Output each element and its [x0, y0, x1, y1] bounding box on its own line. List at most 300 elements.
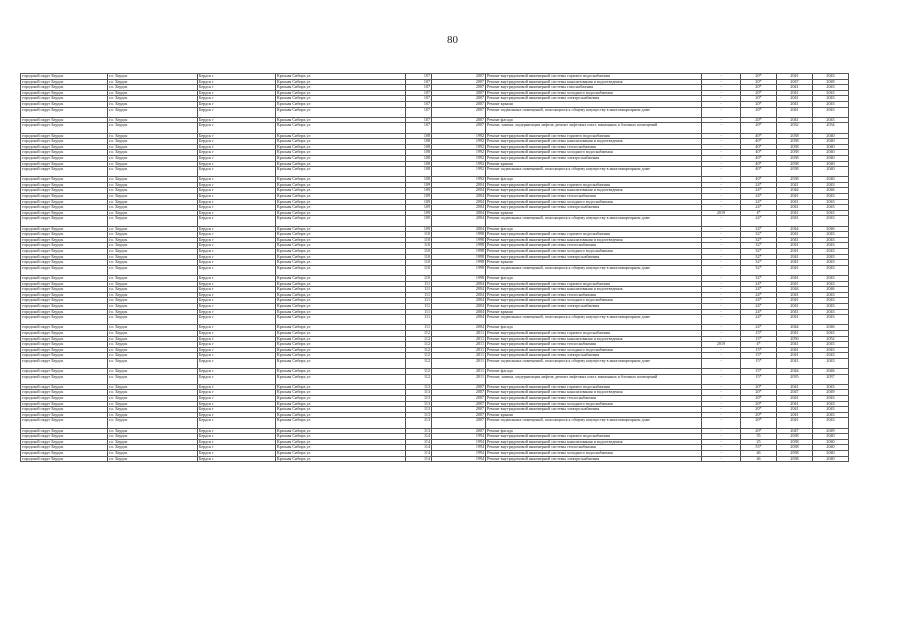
- house-number-cell: 113: [406, 384, 432, 390]
- settlement-cell: Бердск г: [198, 79, 276, 85]
- interval-cell: 32*: [741, 254, 777, 260]
- municipality-cell: городской округ Бердск: [21, 226, 108, 232]
- municipality-cell: городской округ Бердск: [21, 205, 108, 211]
- house-number-cell: 112: [406, 347, 432, 353]
- work-type-cell: Ремонт внутридомовой инженерной системы теплоснабжения: [486, 292, 702, 298]
- page-number: 80: [447, 34, 458, 46]
- street-cell: Красная Сибирь ул: [276, 330, 406, 336]
- build-year-cell: 2011: [432, 347, 486, 353]
- plan-year-to-cell: 2043: [813, 358, 849, 368]
- interval-cell: 25: [741, 439, 777, 445]
- house-number-cell: 110: [406, 254, 432, 260]
- build-year-cell: 2011: [432, 369, 486, 375]
- done-year-cell: -: [702, 133, 741, 139]
- settlement-cell: Бердск г: [198, 194, 276, 200]
- table-row: [21, 123, 849, 133]
- house-number-cell: 108: [406, 155, 432, 161]
- municipality-cell: городской округ Бердск: [21, 90, 108, 96]
- street-cell: Красная Сибирь ул: [276, 139, 406, 145]
- settlement-type-cell: г.о. Бердск: [108, 96, 198, 102]
- street-cell: Красная Сибирь ул: [276, 347, 406, 353]
- settlement-type-cell: г.о. Бердск: [108, 298, 198, 304]
- build-year-cell: 1994: [432, 456, 486, 462]
- interval-cell: 15*: [741, 369, 777, 375]
- municipality-cell: городской округ Бердск: [21, 237, 108, 243]
- work-type-cell: Ремонт внутридомовой инженерной системы электроснабжения: [486, 155, 702, 161]
- plan-year-from-cell: 2041: [777, 74, 813, 80]
- build-year-cell: 1998: [432, 237, 486, 243]
- house-number-cell: 112: [406, 342, 432, 348]
- plan-year-from-cell: 2041: [777, 205, 813, 211]
- municipality-cell: городской округ Бердск: [21, 188, 108, 194]
- table-row: [21, 374, 849, 384]
- plan-year-from-cell: 2041: [777, 117, 813, 123]
- done-year-cell: -: [702, 445, 741, 451]
- work-type-cell: Ремонт внутридомовой инженерной системы холодного водоснабжения: [486, 199, 702, 205]
- settlement-type-cell: г.о. Бердск: [108, 439, 198, 445]
- settlement-cell: Бердск г: [198, 90, 276, 96]
- plan-year-from-cell: 2041: [777, 401, 813, 407]
- settlement-cell: Бердск г: [198, 161, 276, 167]
- plan-year-to-cell: 2046: [813, 369, 849, 375]
- municipality-cell: городской округ Бердск: [21, 155, 108, 161]
- settlement-cell: Бердск г: [198, 260, 276, 266]
- build-year-cell: 1998: [432, 232, 486, 238]
- settlement-type-cell: г.о. Бердск: [108, 445, 198, 451]
- work-type-cell: Ремонт фасада: [486, 226, 702, 232]
- plan-year-from-cell: 2041: [777, 243, 813, 249]
- plan-year-from-cell: 2041: [777, 347, 813, 353]
- plan-year-from-cell: 2041: [777, 303, 813, 309]
- done-year-cell: -: [702, 407, 741, 413]
- settlement-cell: Бердск г: [198, 434, 276, 440]
- done-year-cell: -: [702, 369, 741, 375]
- settlement-cell: Бердск г: [198, 298, 276, 304]
- settlement-cell: Бердск г: [198, 237, 276, 243]
- settlement-type-cell: г.о. Бердск: [108, 144, 198, 150]
- settlement-type-cell: г.о. Бердск: [108, 358, 198, 368]
- done-year-cell: -: [702, 79, 741, 85]
- plan-year-to-cell: 2046: [813, 226, 849, 232]
- interval-cell: 24*: [741, 182, 777, 188]
- settlement-cell: Бердск г: [198, 369, 276, 375]
- table-row: [21, 456, 849, 462]
- house-number-cell: 113: [406, 401, 432, 407]
- build-year-cell: 1998: [432, 265, 486, 275]
- plan-year-from-cell: 2044: [777, 325, 813, 331]
- done-year-cell: -: [702, 336, 741, 342]
- house-number-cell: 110: [406, 243, 432, 249]
- done-year-cell: -: [702, 396, 741, 402]
- house-number-cell: 110: [406, 275, 432, 281]
- house-number-cell: 113: [406, 412, 432, 418]
- build-year-cell: 2004: [432, 325, 486, 331]
- plan-year-from-cell: 2041: [777, 194, 813, 200]
- build-year-cell: 2004: [432, 199, 486, 205]
- done-year-cell: -: [702, 412, 741, 418]
- street-cell: Красная Сибирь ул: [276, 243, 406, 249]
- house-number-cell: 109: [406, 205, 432, 211]
- plan-year-from-cell: 2041: [777, 412, 813, 418]
- plan-year-to-cell: 2043: [813, 237, 849, 243]
- build-year-cell: 2007: [432, 79, 486, 85]
- work-type-cell: Ремонт фасада: [486, 325, 702, 331]
- street-cell: Красная Сибирь ул: [276, 107, 406, 117]
- work-type-cell: Ремонт внутридомовой инженерной системы теплоснабжения: [486, 342, 702, 348]
- work-type-cell: Ремонт подвальных помещений, относящихся к общему имуществу в многоквартирном доме: [486, 107, 702, 117]
- plan-year-from-cell: 2044: [777, 226, 813, 232]
- settlement-cell: Бердск г: [198, 418, 276, 428]
- house-number-cell: 111: [406, 281, 432, 287]
- build-year-cell: 2004: [432, 281, 486, 287]
- interval-cell: 40*: [741, 144, 777, 150]
- plan-year-to-cell: 2040: [813, 434, 849, 440]
- plan-year-from-cell: 2032: [777, 123, 813, 133]
- plan-year-from-cell: 2041: [777, 101, 813, 107]
- interval-cell: 32*: [741, 265, 777, 275]
- settlement-cell: Бердск г: [198, 374, 276, 384]
- plan-year-to-cell: 2040: [813, 177, 849, 183]
- done-year-cell: -: [702, 243, 741, 249]
- interval-cell: 20*: [741, 384, 777, 390]
- interval-cell: 40*: [741, 161, 777, 167]
- municipality-cell: городской округ Бердск: [21, 199, 108, 205]
- settlement-cell: Бердск г: [198, 384, 276, 390]
- plan-year-to-cell: 2043: [813, 418, 849, 428]
- build-year-cell: 2004: [432, 309, 486, 315]
- work-type-cell: Ремонт подвальных помещений, относящихся к общему имуществу в многоквартирном доме: [486, 418, 702, 428]
- interval-cell: 15*: [741, 347, 777, 353]
- work-type-cell: Ремонт внутридомовой инженерной системы горячего водоснабжения: [486, 434, 702, 440]
- municipality-cell: городской округ Бердск: [21, 249, 108, 255]
- house-number-cell: 114: [406, 456, 432, 462]
- work-type-cell: Ремонт фасада: [486, 117, 702, 123]
- settlement-type-cell: г.о. Бердск: [108, 90, 198, 96]
- plan-year-from-cell: 2047: [777, 390, 813, 396]
- settlement-cell: Бердск г: [198, 210, 276, 216]
- done-year-cell: -: [702, 439, 741, 445]
- build-year-cell: 2004: [432, 194, 486, 200]
- table-body: [21, 74, 849, 462]
- plan-year-to-cell: 2046: [813, 325, 849, 331]
- house-number-cell: 110: [406, 265, 432, 275]
- plan-year-to-cell: 2049: [813, 428, 849, 434]
- street-cell: Красная Сибирь ул: [276, 292, 406, 298]
- settlement-type-cell: г.о. Бердск: [108, 390, 198, 396]
- municipality-cell: городской округ Бердск: [21, 96, 108, 102]
- plan-year-to-cell: 2043: [813, 74, 849, 80]
- plan-year-to-cell: 2043: [813, 342, 849, 348]
- plan-year-to-cell: 2043: [813, 194, 849, 200]
- street-cell: Красная Сибирь ул: [276, 390, 406, 396]
- municipality-cell: городской округ Бердск: [21, 210, 108, 216]
- interval-cell: 20*: [741, 123, 777, 133]
- build-year-cell: 1992: [432, 150, 486, 156]
- interval-cell: 20*: [741, 396, 777, 402]
- interval-cell: 24*: [741, 292, 777, 298]
- interval-cell: 20*: [741, 90, 777, 96]
- settlement-type-cell: г.о. Бердск: [108, 309, 198, 315]
- plan-year-to-cell: 2043: [813, 275, 849, 281]
- street-cell: Красная Сибирь ул: [276, 199, 406, 205]
- plan-year-from-cell: 2041: [777, 199, 813, 205]
- plan-year-to-cell: 2034: [813, 123, 849, 133]
- settlement-type-cell: г.о. Бердск: [108, 428, 198, 434]
- work-type-cell: Ремонт внутридомовой инженерной системы горячего водоснабжения: [486, 182, 702, 188]
- settlement-type-cell: г.о. Бердск: [108, 407, 198, 413]
- municipality-cell: городской округ Бердск: [21, 150, 108, 156]
- plan-year-to-cell: 2052: [813, 336, 849, 342]
- plan-year-to-cell: 2043: [813, 216, 849, 226]
- street-cell: Красная Сибирь ул: [276, 358, 406, 368]
- house-number-cell: 111: [406, 303, 432, 309]
- done-year-cell: -: [702, 194, 741, 200]
- plan-year-to-cell: 2043: [813, 412, 849, 418]
- street-cell: Красная Сибирь ул: [276, 177, 406, 183]
- work-type-cell: Ремонт внутридомовой инженерной системы канализования и водоотведения: [486, 79, 702, 85]
- settlement-type-cell: г.о. Бердск: [108, 101, 198, 107]
- capital-repair-table: [20, 73, 849, 462]
- settlement-cell: Бердск г: [198, 347, 276, 353]
- done-year-cell: 2019: [702, 342, 741, 348]
- municipality-cell: городской округ Бердск: [21, 85, 108, 91]
- done-year-cell: -: [702, 216, 741, 226]
- municipality-cell: городской округ Бердск: [21, 79, 108, 85]
- plan-year-to-cell: 2040: [813, 133, 849, 139]
- build-year-cell: 2004: [432, 210, 486, 216]
- done-year-cell: -: [702, 249, 741, 255]
- plan-year-to-cell: 2043: [813, 401, 849, 407]
- settlement-type-cell: г.о. Бердск: [108, 418, 198, 428]
- plan-year-to-cell: 2043: [813, 232, 849, 238]
- done-year-cell: -: [702, 292, 741, 298]
- settlement-type-cell: г.о. Бердск: [108, 412, 198, 418]
- work-type-cell: Ремонт внутридомовой инженерной системы электроснабжения: [486, 456, 702, 462]
- done-year-cell: -: [702, 325, 741, 331]
- municipality-cell: городской округ Бердск: [21, 243, 108, 249]
- settlement-cell: Бердск г: [198, 265, 276, 275]
- interval-cell: 40*: [741, 167, 777, 177]
- settlement-cell: Бердск г: [198, 139, 276, 145]
- settlement-type-cell: г.о. Бердск: [108, 254, 198, 260]
- work-type-cell: Ремонт подвальных помещений, относящихся к общему имуществу в многоквартирном доме: [486, 167, 702, 177]
- municipality-cell: городской округ Бердск: [21, 325, 108, 331]
- municipality-cell: городской округ Бердск: [21, 434, 108, 440]
- street-cell: Красная Сибирь ул: [276, 237, 406, 243]
- street-cell: Красная Сибирь ул: [276, 407, 406, 413]
- street-cell: Красная Сибирь ул: [276, 384, 406, 390]
- done-year-cell: -: [702, 182, 741, 188]
- settlement-cell: Бердск г: [198, 315, 276, 325]
- plan-year-to-cell: 2043: [813, 281, 849, 287]
- settlement-type-cell: г.о. Бердск: [108, 194, 198, 200]
- settlement-cell: Бердск г: [198, 144, 276, 150]
- work-type-cell: Ремонт внутридомовой инженерной системы теплоснабжения: [486, 144, 702, 150]
- municipality-cell: городской округ Бердск: [21, 374, 108, 384]
- street-cell: Красная Сибирь ул: [276, 90, 406, 96]
- done-year-cell: -: [702, 254, 741, 260]
- settlement-type-cell: г.о. Бердск: [108, 353, 198, 359]
- plan-year-to-cell: 2043: [813, 384, 849, 390]
- done-year-cell: -: [702, 199, 741, 205]
- interval-cell: 4*: [741, 342, 777, 348]
- settlement-type-cell: г.о. Бердск: [108, 74, 198, 80]
- interval-cell: 20*: [741, 418, 777, 428]
- plan-year-from-cell: 2038: [777, 133, 813, 139]
- plan-year-to-cell: 2043: [813, 407, 849, 413]
- street-cell: Красная Сибирь ул: [276, 303, 406, 309]
- interval-cell: 24*: [741, 216, 777, 226]
- plan-year-to-cell: 2043: [813, 254, 849, 260]
- plan-year-from-cell: 2041: [777, 298, 813, 304]
- settlement-type-cell: г.о. Бердск: [108, 396, 198, 402]
- plan-year-from-cell: 2038: [777, 434, 813, 440]
- build-year-cell: 2007: [432, 85, 486, 91]
- interval-cell: 15*: [741, 330, 777, 336]
- work-type-cell: Ремонт крыши: [486, 260, 702, 266]
- municipality-cell: городской округ Бердск: [21, 390, 108, 396]
- work-type-cell: Ремонт внутридомовой инженерной системы теплоснабжения: [486, 445, 702, 451]
- municipality-cell: городской округ Бердск: [21, 342, 108, 348]
- house-number-cell: 111: [406, 325, 432, 331]
- work-type-cell: Ремонт фасада: [486, 428, 702, 434]
- street-cell: Красная Сибирь ул: [276, 275, 406, 281]
- table-row: [21, 315, 849, 325]
- settlement-type-cell: г.о. Бердск: [108, 450, 198, 456]
- settlement-cell: Бердск г: [198, 401, 276, 407]
- plan-year-from-cell: 2047: [777, 79, 813, 85]
- interval-cell: 20*: [741, 85, 777, 91]
- plan-year-from-cell: 2041: [777, 232, 813, 238]
- done-year-cell: -: [702, 315, 741, 325]
- plan-year-from-cell: 2041: [777, 216, 813, 226]
- settlement-cell: Бердск г: [198, 439, 276, 445]
- interval-cell: 40*: [741, 177, 777, 183]
- municipality-cell: городской округ Бердск: [21, 139, 108, 145]
- plan-year-from-cell: 2041: [777, 107, 813, 117]
- build-year-cell: 1992: [432, 161, 486, 167]
- municipality-cell: городской округ Бердск: [21, 254, 108, 260]
- build-year-cell: 2007: [432, 107, 486, 117]
- settlement-cell: Бердск г: [198, 456, 276, 462]
- build-year-cell: 2007: [432, 384, 486, 390]
- plan-year-from-cell: 2041: [777, 396, 813, 402]
- table-row: [21, 358, 849, 368]
- done-year-cell: -: [702, 96, 741, 102]
- street-cell: Красная Сибирь ул: [276, 298, 406, 304]
- street-cell: Красная Сибирь ул: [276, 182, 406, 188]
- interval-cell: 46: [741, 456, 777, 462]
- build-year-cell: 2007: [432, 96, 486, 102]
- build-year-cell: 2007: [432, 396, 486, 402]
- plan-year-from-cell: 2041: [777, 384, 813, 390]
- build-year-cell: 1994: [432, 439, 486, 445]
- work-type-cell: Ремонт внутридомовой инженерной системы канализования и водоотведения: [486, 287, 702, 293]
- done-year-cell: -: [702, 456, 741, 462]
- street-cell: Красная Сибирь ул: [276, 96, 406, 102]
- street-cell: Красная Сибирь ул: [276, 428, 406, 434]
- plan-year-to-cell: 2043: [813, 210, 849, 216]
- work-type-cell: Ремонт внутридомовой инженерной системы электроснабжения: [486, 353, 702, 359]
- interval-cell: 20*: [741, 428, 777, 434]
- build-year-cell: 2011: [432, 353, 486, 359]
- build-year-cell: 2007: [432, 90, 486, 96]
- work-type-cell: Ремонт, замена, модернизация лифтов, ремонт лифтовых шахт, машинных и блочных помещений: [486, 123, 702, 133]
- table-row: [21, 216, 849, 226]
- street-cell: Красная Сибирь ул: [276, 205, 406, 211]
- plan-year-from-cell: 2041: [777, 275, 813, 281]
- settlement-cell: Бердск г: [198, 390, 276, 396]
- plan-year-to-cell: 2043: [813, 292, 849, 298]
- build-year-cell: 2007: [432, 407, 486, 413]
- work-type-cell: Ремонт, замена, модернизация лифтов, ремонт лифтовых шахт, машинных и блочных помещений: [486, 374, 702, 384]
- table-row: [21, 167, 849, 177]
- settlement-type-cell: г.о. Бердск: [108, 216, 198, 226]
- municipality-cell: городской округ Бердск: [21, 167, 108, 177]
- build-year-cell: 2007: [432, 401, 486, 407]
- settlement-cell: Бердск г: [198, 199, 276, 205]
- plan-year-to-cell: 2043: [813, 396, 849, 402]
- municipality-cell: городской округ Бердск: [21, 275, 108, 281]
- house-number-cell: 107: [406, 90, 432, 96]
- settlement-type-cell: г.о. Бердск: [108, 281, 198, 287]
- municipality-cell: городской округ Бердск: [21, 315, 108, 325]
- interval-cell: 15*: [741, 358, 777, 368]
- build-year-cell: 2004: [432, 292, 486, 298]
- settlement-cell: Бердск г: [198, 117, 276, 123]
- settlement-type-cell: г.о. Бердск: [108, 275, 198, 281]
- build-year-cell: 2007: [432, 428, 486, 434]
- plan-year-from-cell: 2041: [777, 418, 813, 428]
- interval-cell: 40*: [741, 155, 777, 161]
- settlement-cell: Бердск г: [198, 330, 276, 336]
- table-row: [21, 107, 849, 117]
- settlement-type-cell: г.о. Бердск: [108, 249, 198, 255]
- plan-year-to-cell: 2043: [813, 315, 849, 325]
- work-type-cell: Ремонт внутридомовой инженерной системы канализования и водоотведения: [486, 139, 702, 145]
- work-type-cell: Ремонт внутридомовой инженерной системы горячего водоснабжения: [486, 281, 702, 287]
- street-cell: Красная Сибирь ул: [276, 210, 406, 216]
- settlement-cell: Бердск г: [198, 155, 276, 161]
- work-type-cell: Ремонт подвальных помещений, относящихся к общему имуществу в многоквартирном доме: [486, 315, 702, 325]
- street-cell: Красная Сибирь ул: [276, 85, 406, 91]
- build-year-cell: 1998: [432, 243, 486, 249]
- settlement-cell: Бердск г: [198, 107, 276, 117]
- work-type-cell: Ремонт внутридомовой инженерной системы электроснабжения: [486, 96, 702, 102]
- settlement-type-cell: г.о. Бердск: [108, 161, 198, 167]
- done-year-cell: 2019: [702, 210, 741, 216]
- municipality-cell: городской округ Бердск: [21, 107, 108, 117]
- house-number-cell: 111: [406, 287, 432, 293]
- table-row: [21, 265, 849, 275]
- municipality-cell: городской округ Бердск: [21, 428, 108, 434]
- plan-year-from-cell: 2041: [777, 358, 813, 368]
- plan-year-to-cell: 2040: [813, 445, 849, 451]
- house-number-cell: 112: [406, 369, 432, 375]
- build-year-cell: 1992: [432, 139, 486, 145]
- work-type-cell: Ремонт внутридомовой инженерной системы электроснабжения: [486, 254, 702, 260]
- municipality-cell: городской округ Бердск: [21, 450, 108, 456]
- build-year-cell: 2011: [432, 358, 486, 368]
- done-year-cell: -: [702, 260, 741, 266]
- plan-year-from-cell: 2038: [777, 139, 813, 145]
- street-cell: Красная Сибирь ул: [276, 150, 406, 156]
- work-type-cell: Ремонт внутридомовой инженерной системы горячего водоснабжения: [486, 133, 702, 139]
- street-cell: Красная Сибирь ул: [276, 445, 406, 451]
- settlement-type-cell: г.о. Бердск: [108, 287, 198, 293]
- house-number-cell: 112: [406, 353, 432, 359]
- municipality-cell: городской округ Бердск: [21, 418, 108, 428]
